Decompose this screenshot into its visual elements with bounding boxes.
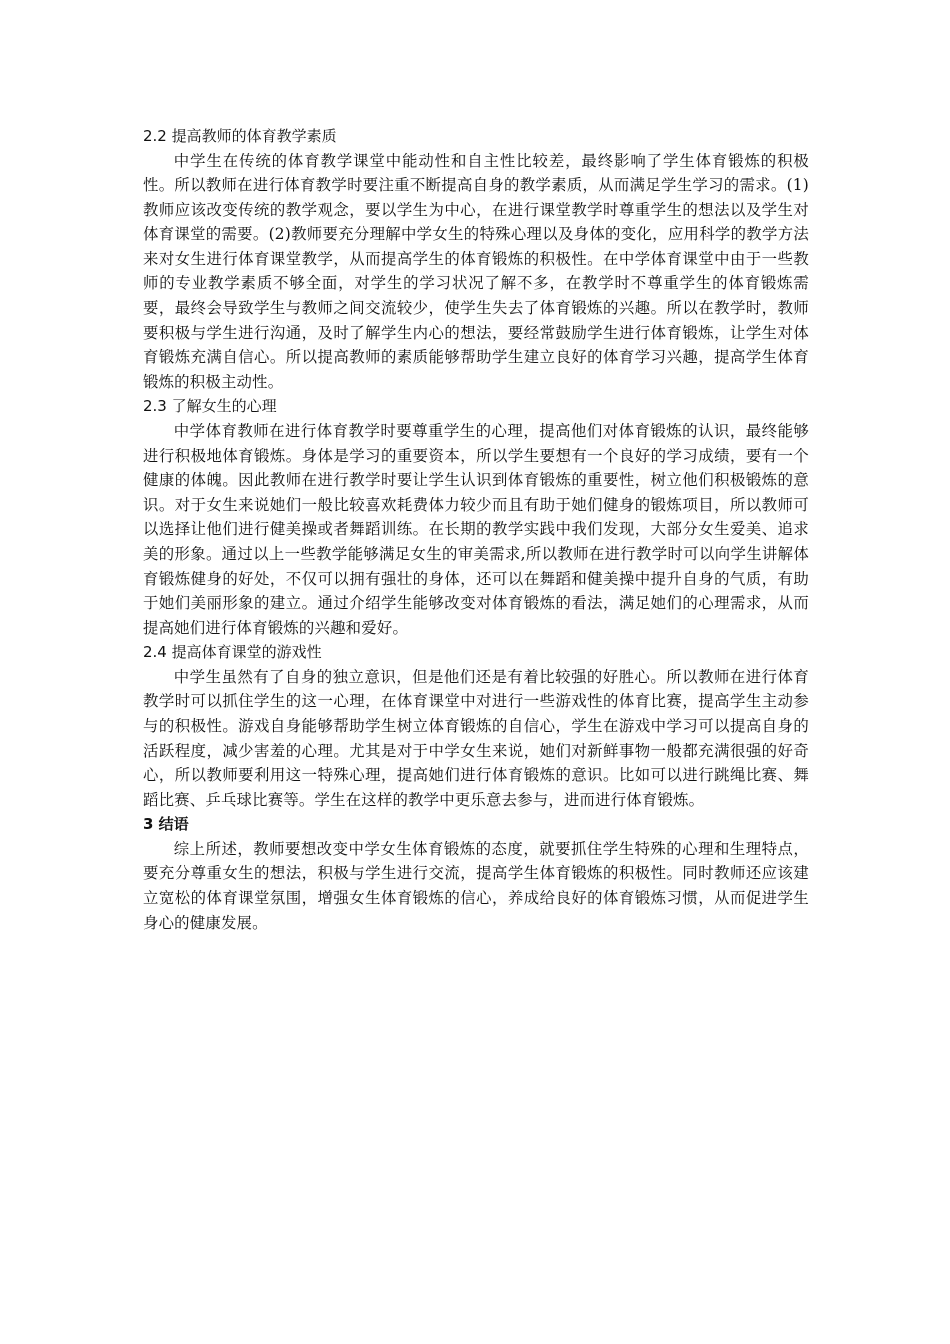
section-paragraph: 中学生在传统的体育教学课堂中能动性和自主性比较差，最终影响了学生体育锻炼的积极性。所以教师在进行体育教学时要注重不断提高自身的教学素质，从而满足学生学习的需求。(1)教师应该改变传统的教学观念，要以学生为中心，在进行课堂教学时尊重学生的想法以及学生对体育课堂的需要。(2)教师要充分理解中学女生的特殊心理以及身体的变化，应用科学的教学方法来对女生进行体育课堂教学，从而提高学生的体育锻炼的积极性。在中学体育课堂中由于一些教师的专业教学素质不够全面，对学生的学习状况了解不多，在教学时不尊重学生的体育锻炼需要，最终会导致学生与教师之间交流较少，使学生失去了体育锻炼的兴趣。所以在教学时，教师要积极与学生进行沟通，及时了解学生内心的想法，要经常鼓励学生进行体育锻炼，让学生对体育锻炼充满自信心。所以提高教师的素质能够帮助学生建立良好的体育学习兴趣，提高学生体育锻炼的积极主动性。: [143, 151, 809, 391]
section-heading: 2.2 提高教师的体育教学素质: [143, 127, 337, 145]
document-page: [143, 124, 809, 935]
section-paragraph: 综上所述，教师要想改变中学女生体育锻炼的态度，就要抓住学生特殊的心理和生理特点，要充分尊重女生的想法，积极与学生进行交流，提高学生体育锻炼的积极性。同时教师还应该建立宽松的体育课堂氛围，增强女生体育锻炼的信心，养成给良好的体育锻炼习惯，从而促进学生身心的健康发展。: [143, 839, 809, 932]
section-3-conclusion: [143, 812, 809, 935]
section-heading: 2.3 了解女生的心理: [143, 397, 277, 416]
section-heading: 2.4 提高体育课堂的游戏性: [143, 643, 322, 662]
section-2-4: [143, 640, 809, 812]
section-2-2: [143, 124, 809, 394]
section-paragraph: 中学体育教师在进行体育教学时要尊重学生的心理，提高他们对体育锻炼的认识，最终能够进行积极地体育锻炼。身体是学习的重要资本，所以学生要想有一个良好的学习成绩，要有一个健康的体魄。因此教师在进行教学时要让学生认识到体育锻炼的重要性，树立他们积极锻炼的意识。对于女生来说她们一般比较喜欢耗费体力较少而且有助于她们健身的锻炼项目，所以教师可以选择让他们进行健美操或者舞蹈训练。在长期的教学实践中我们发现，大部分女生爱美、追求美的形象。通过以上一些教学能够满足女生的审美需求,所以教师在进行教学时可以向学生讲解体育锻炼健身的好处，不仅可以拥有强壮的身体，还可以在舞蹈和健美操中提升自身的气质，有助于她们美丽形象的建立。通过介绍学生能够改变对体育锻炼的看法，满足她们的心理需求，从而提高她们进行体育锻炼的兴趣和爱好。: [143, 421, 809, 637]
section-2-3: [143, 394, 809, 640]
section-heading: 3 结语: [143, 815, 189, 834]
section-paragraph: 中学生虽然有了自身的独立意识，但是他们还是有着比较强的好胜心。所以教师在进行体育教学时可以抓住学生的这一心理，在体育课堂中对进行一些游戏性的体育比赛，提高学生主动参与的积极性。游戏自身能够帮助学生树立体育锻炼的自信心，学生在游戏中学习可以提高自身的活跃程度，减少害羞的心理。尤其是对于中学女生来说，她们对新鲜事物一般都充满很强的好奇心，所以教师要利用这一特殊心理，提高她们进行体育锻炼的意识。比如可以进行跳绳比赛、舞蹈比赛、乒乓球比赛等。学生在这样的教学中更乐意去参与，进而进行体育锻炼。: [143, 667, 809, 809]
